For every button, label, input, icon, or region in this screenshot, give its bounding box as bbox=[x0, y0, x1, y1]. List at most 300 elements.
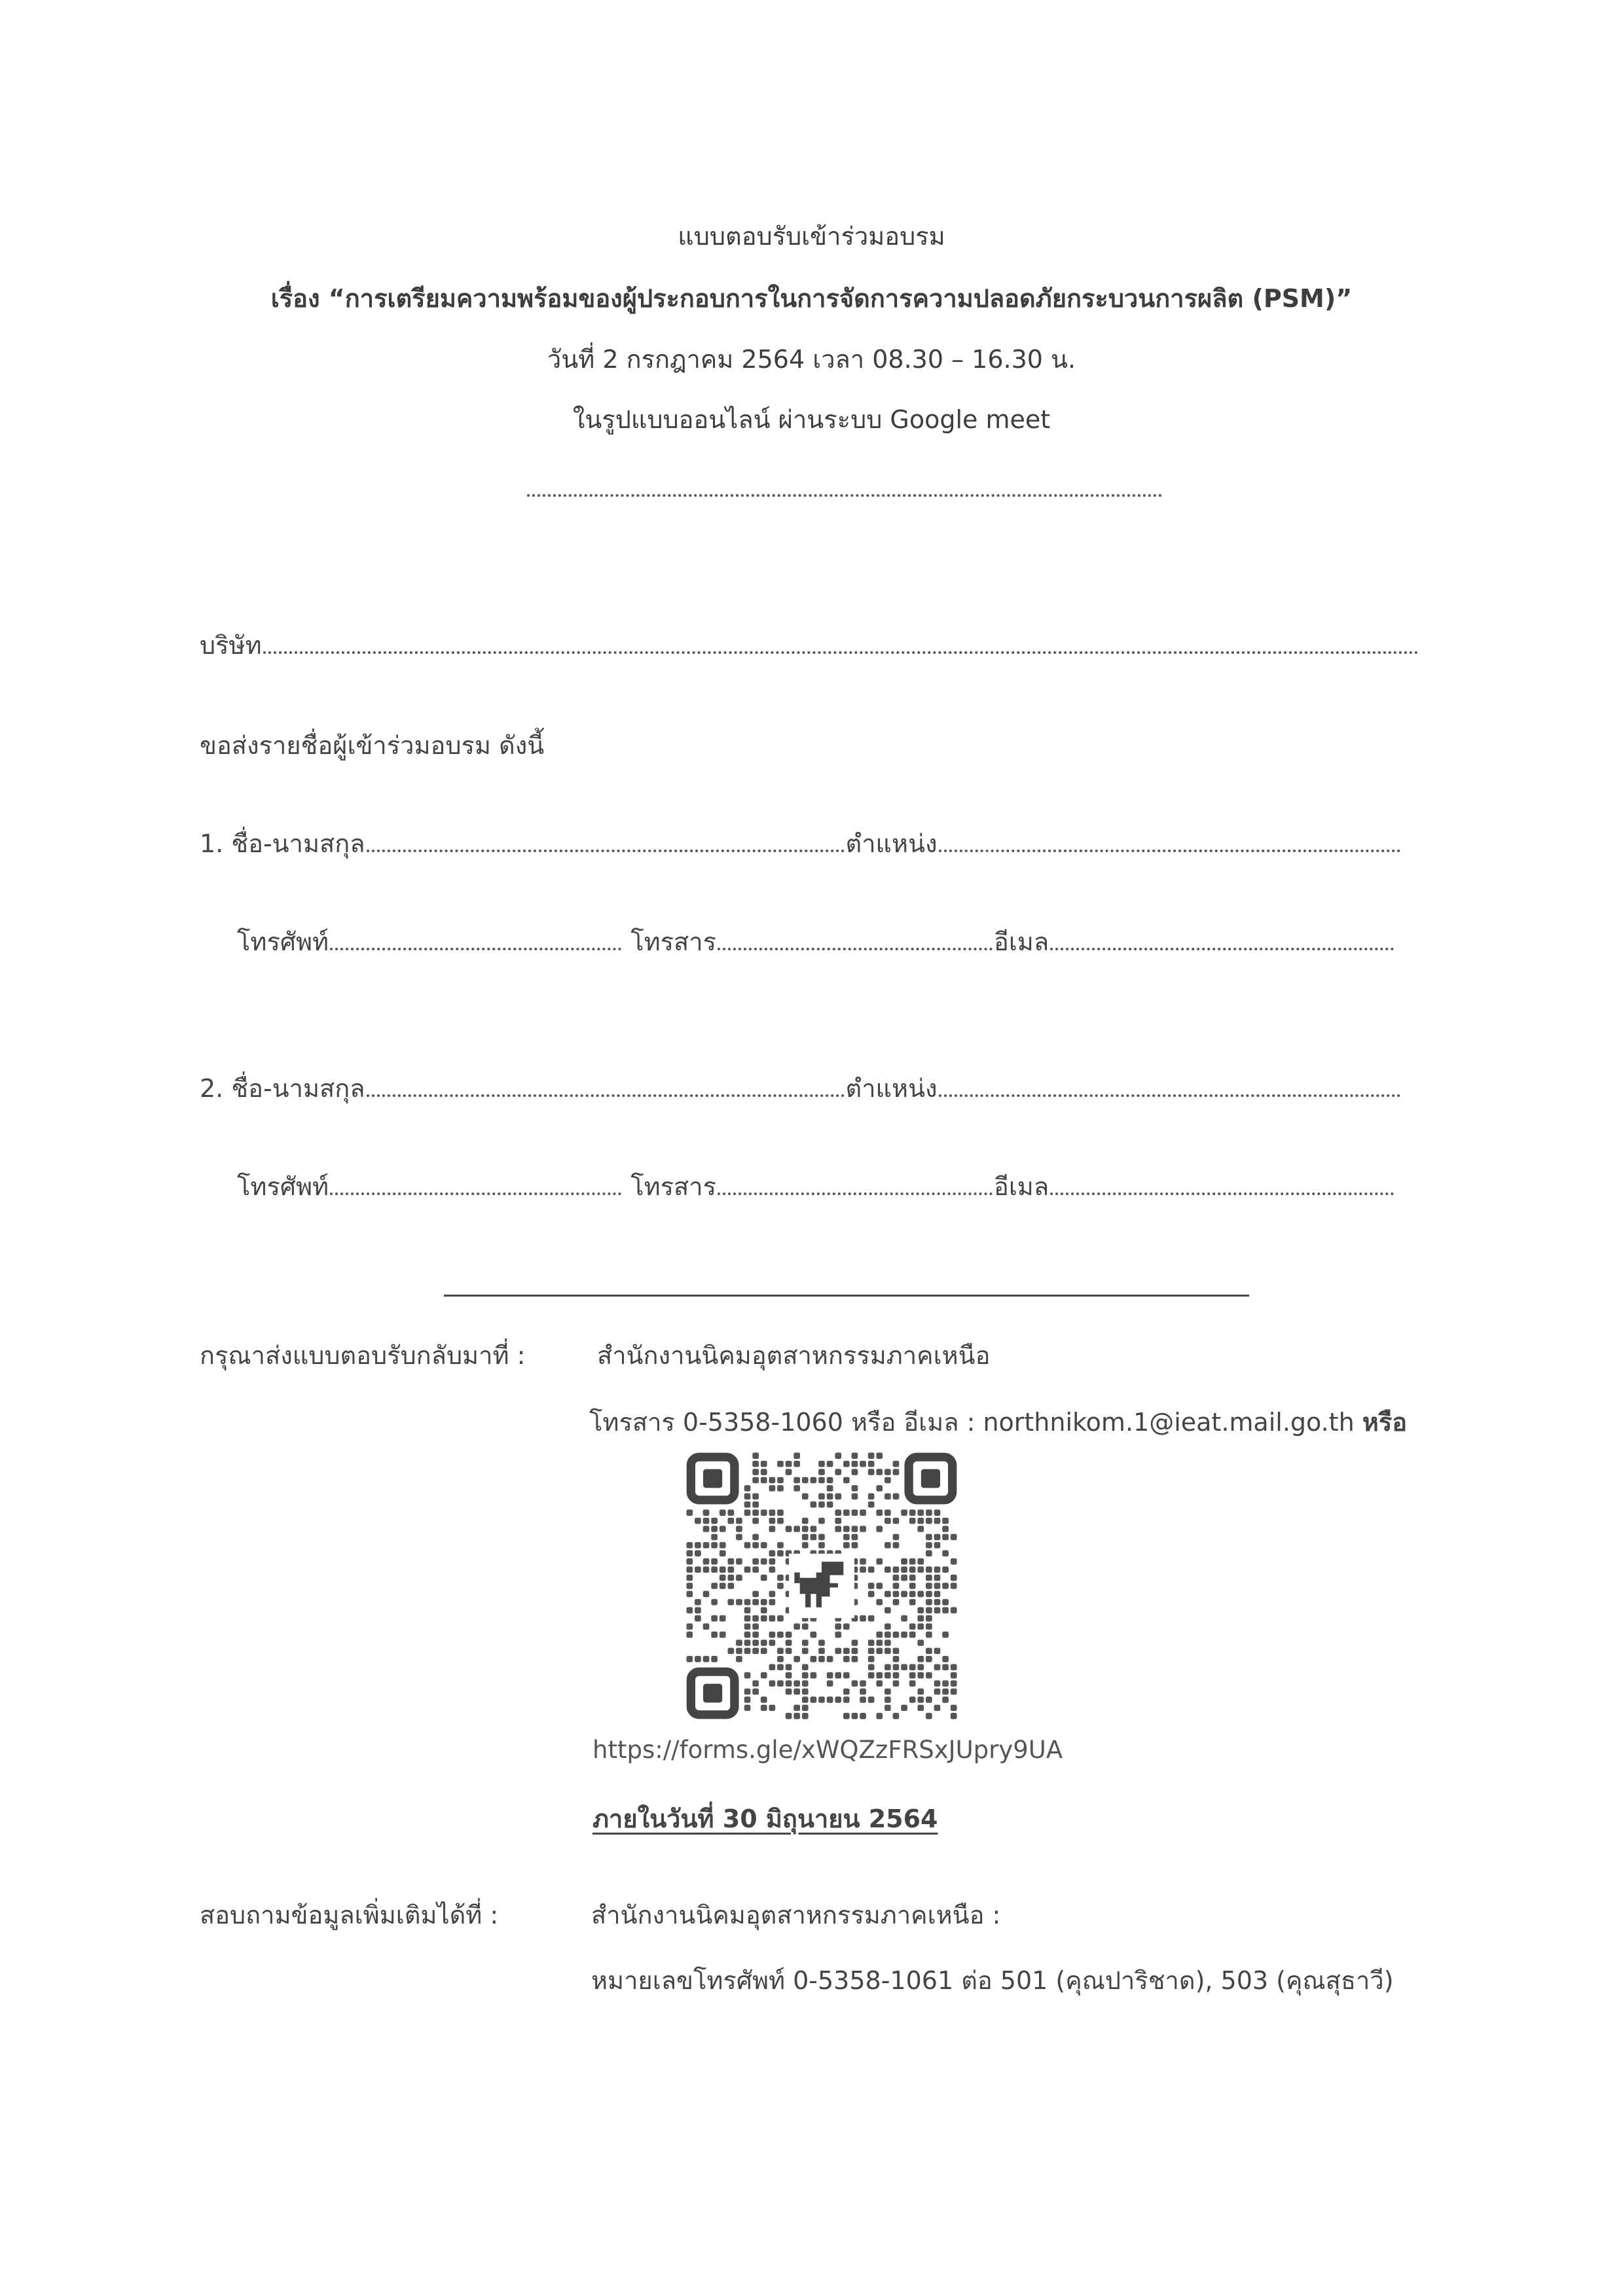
qr-module bbox=[752, 1518, 759, 1524]
qr-module bbox=[744, 1501, 751, 1508]
qr-module bbox=[786, 1664, 792, 1670]
participant-1-name-field[interactable] bbox=[367, 850, 845, 852]
qr-module bbox=[843, 1526, 850, 1532]
qr-module bbox=[769, 1566, 776, 1573]
qr-module bbox=[934, 1591, 941, 1598]
qr-module bbox=[769, 1640, 776, 1646]
participant-2-name-field[interactable] bbox=[367, 1094, 845, 1097]
qr-module bbox=[802, 1477, 809, 1484]
qr-module bbox=[793, 1477, 800, 1484]
qr-module bbox=[942, 1664, 949, 1670]
qr-module bbox=[917, 1623, 924, 1630]
qr-module bbox=[769, 1705, 776, 1712]
qr-module bbox=[942, 1689, 949, 1695]
qr-module bbox=[884, 1477, 891, 1484]
qr-module bbox=[926, 1648, 932, 1655]
qr-module bbox=[744, 1689, 751, 1695]
qr-module bbox=[835, 1518, 841, 1524]
qr-module bbox=[926, 1566, 932, 1573]
qr-module bbox=[868, 1696, 875, 1703]
qr-module bbox=[802, 1640, 809, 1646]
qr-module bbox=[835, 1452, 841, 1459]
qr-module bbox=[752, 1680, 759, 1687]
qr-module bbox=[736, 1534, 742, 1541]
qr-module bbox=[769, 1518, 776, 1524]
qr-module bbox=[818, 1696, 825, 1703]
qr-module bbox=[868, 1501, 875, 1508]
qr-module bbox=[818, 1461, 825, 1467]
company-field[interactable] bbox=[263, 651, 1419, 654]
qr-module bbox=[744, 1648, 751, 1655]
qr-module bbox=[711, 1615, 718, 1622]
qr-module bbox=[893, 1494, 900, 1500]
qr-module bbox=[942, 1518, 949, 1524]
qr-module bbox=[852, 1680, 858, 1687]
qr-module bbox=[868, 1664, 875, 1670]
participant-2-position-field[interactable] bbox=[939, 1094, 1400, 1097]
participant-2-name-label: 2. ชื่อ-นามสกุล bbox=[200, 1074, 365, 1103]
qr-module bbox=[901, 1664, 907, 1670]
qr-module bbox=[893, 1656, 900, 1662]
qr-module bbox=[761, 1599, 767, 1605]
qr-module bbox=[917, 1566, 924, 1573]
qr-module bbox=[843, 1713, 850, 1719]
qr-module bbox=[793, 1705, 800, 1712]
qr-module bbox=[942, 1583, 949, 1589]
qr-module bbox=[752, 1591, 759, 1598]
qr-module bbox=[893, 1461, 900, 1467]
qr-module bbox=[752, 1452, 759, 1459]
qr-module bbox=[752, 1632, 759, 1638]
qr-module bbox=[761, 1575, 767, 1581]
qr-module bbox=[736, 1526, 742, 1532]
qr-module bbox=[934, 1583, 941, 1589]
qr-module bbox=[711, 1542, 718, 1549]
participant-2-fax-label: โทรสาร bbox=[630, 1172, 716, 1201]
qr-module bbox=[827, 1680, 833, 1687]
qr-module bbox=[744, 1509, 751, 1516]
qr-module bbox=[786, 1672, 792, 1679]
company-label: บริษัท bbox=[200, 631, 262, 660]
qr-module bbox=[752, 1558, 759, 1565]
qr-module bbox=[852, 1461, 858, 1467]
qr-module bbox=[786, 1526, 792, 1532]
qr-module bbox=[711, 1632, 718, 1638]
qr-module bbox=[802, 1664, 809, 1670]
qr-module bbox=[695, 1542, 701, 1549]
qr-module bbox=[860, 1689, 866, 1695]
qr-module bbox=[761, 1615, 767, 1622]
qr-module bbox=[777, 1461, 784, 1467]
qr-module bbox=[843, 1656, 850, 1662]
qr-module bbox=[934, 1689, 941, 1695]
qr-module bbox=[934, 1566, 941, 1573]
qr-module bbox=[884, 1494, 891, 1500]
qr-module bbox=[876, 1632, 883, 1638]
participant-1-fax-field[interactable] bbox=[718, 948, 993, 950]
qr-module bbox=[752, 1623, 759, 1630]
qr-module bbox=[744, 1494, 751, 1500]
qr-module bbox=[926, 1599, 932, 1605]
participant-2-contact-row bbox=[237, 1166, 1395, 1206]
qr-module bbox=[852, 1526, 858, 1532]
participant-1-email-field[interactable] bbox=[1050, 948, 1394, 950]
qr-module bbox=[777, 1518, 784, 1524]
qr-module bbox=[951, 1607, 957, 1614]
qr-module bbox=[720, 1615, 726, 1622]
qr-module bbox=[802, 1672, 809, 1679]
qr-module bbox=[893, 1583, 900, 1589]
qr-module bbox=[811, 1526, 817, 1532]
qr-module bbox=[852, 1469, 858, 1475]
qr-module bbox=[720, 1632, 726, 1638]
participants-intro: ขอส่งรายชื่อผู้เข้าร่วมอบรม ดังนี้ bbox=[200, 731, 545, 760]
qr-module bbox=[852, 1640, 858, 1646]
qr-module bbox=[926, 1551, 932, 1557]
qr-module bbox=[909, 1583, 916, 1589]
qr-module bbox=[720, 1542, 726, 1549]
participant-1-fax-label: โทรสาร bbox=[630, 927, 716, 956]
inquiry-label: สอบถามข้อมูลเพิ่มเติมได้ที่ : bbox=[200, 1901, 499, 1929]
qr-module bbox=[736, 1575, 742, 1581]
qr-module bbox=[901, 1575, 907, 1581]
qr-module bbox=[752, 1469, 759, 1475]
qr-module bbox=[876, 1599, 883, 1605]
form-url-link[interactable]: https://forms.gle/xWQZzFRSxJUpry9UA bbox=[593, 1736, 1063, 1764]
qr-module bbox=[893, 1591, 900, 1598]
qr-module bbox=[843, 1534, 850, 1541]
qr-module bbox=[827, 1501, 833, 1508]
qr-module bbox=[942, 1566, 949, 1573]
qr-module bbox=[686, 1591, 693, 1598]
participant-2-name-row bbox=[200, 1068, 1402, 1108]
qr-module bbox=[835, 1494, 841, 1500]
qr-module bbox=[926, 1713, 932, 1719]
qr-module bbox=[761, 1509, 767, 1516]
qr-module bbox=[852, 1485, 858, 1492]
qr-module bbox=[793, 1461, 800, 1467]
qr-module bbox=[942, 1632, 949, 1638]
qr-module bbox=[818, 1542, 825, 1549]
qr-module bbox=[818, 1656, 825, 1662]
qr-module bbox=[761, 1461, 767, 1467]
qr-module bbox=[876, 1469, 883, 1475]
qr-module bbox=[744, 1672, 751, 1679]
qr-module bbox=[744, 1542, 751, 1549]
qr-module bbox=[811, 1477, 817, 1484]
qr-module bbox=[686, 1551, 693, 1557]
qr-module bbox=[843, 1623, 850, 1630]
qr-module bbox=[934, 1534, 941, 1541]
qr-module bbox=[720, 1551, 726, 1557]
qr-module bbox=[711, 1534, 718, 1541]
qr-module bbox=[769, 1551, 776, 1557]
qr-module bbox=[752, 1599, 759, 1605]
qr-module bbox=[926, 1542, 932, 1549]
qr-module bbox=[909, 1672, 916, 1679]
qr-module bbox=[843, 1672, 850, 1679]
qr-module bbox=[893, 1599, 900, 1605]
qr-module bbox=[802, 1534, 809, 1541]
qr-module bbox=[793, 1689, 800, 1695]
qr-module bbox=[761, 1696, 767, 1703]
qr-module bbox=[909, 1664, 916, 1670]
section-divider bbox=[444, 1295, 1249, 1297]
qr-module bbox=[744, 1599, 751, 1605]
inquiry-office: สำนักงานนิคมอุตสาหกรรมภาคเหนือ : bbox=[591, 1901, 1001, 1929]
qr-module bbox=[802, 1526, 809, 1532]
qr-module bbox=[752, 1566, 759, 1573]
participant-1-position-label: ตำแหน่ง bbox=[845, 829, 938, 858]
qr-module bbox=[852, 1534, 858, 1541]
qr-module bbox=[769, 1509, 776, 1516]
qr-module bbox=[686, 1623, 693, 1630]
qr-module bbox=[926, 1696, 932, 1703]
qr-module bbox=[703, 1542, 710, 1549]
qr-module bbox=[777, 1648, 784, 1655]
qr-module bbox=[827, 1696, 833, 1703]
qr-module bbox=[868, 1640, 875, 1646]
qr-module bbox=[868, 1615, 875, 1622]
qr-module bbox=[884, 1664, 891, 1670]
qr-module bbox=[752, 1509, 759, 1516]
qr-module bbox=[942, 1656, 949, 1662]
qr-module bbox=[884, 1509, 891, 1516]
qr-module bbox=[909, 1558, 916, 1565]
qr-module bbox=[852, 1494, 858, 1500]
qr-module bbox=[777, 1664, 784, 1670]
participant-2-email-label: อีเมล bbox=[994, 1172, 1049, 1201]
qr-module bbox=[934, 1648, 941, 1655]
qr-module bbox=[777, 1509, 784, 1516]
qr-module bbox=[786, 1648, 792, 1655]
qr-module bbox=[703, 1509, 710, 1516]
qr-module bbox=[686, 1509, 693, 1516]
qr-module bbox=[744, 1705, 751, 1712]
qr-module bbox=[769, 1591, 776, 1598]
qr-module bbox=[802, 1494, 809, 1500]
qr-module bbox=[860, 1526, 866, 1532]
event-date-time: วันที่ 2 กรกฎาคม 2564 เวลา 08.30 – 16.30 น. bbox=[547, 345, 1076, 374]
qr-module bbox=[818, 1494, 825, 1500]
qr-module bbox=[727, 1566, 734, 1573]
qr-module bbox=[934, 1518, 941, 1524]
qr-module bbox=[893, 1672, 900, 1679]
qr-module bbox=[934, 1664, 941, 1670]
participant-2-email-field[interactable] bbox=[1050, 1193, 1394, 1195]
qr-module bbox=[686, 1575, 693, 1581]
qr-module bbox=[926, 1615, 932, 1622]
qr-module bbox=[934, 1509, 941, 1516]
inquiry-phone: หมายเลขโทรศัพท์ 0-5358-1061 ต่อ 501 (คุณปาริชาด), 503 (คุณสุธาวี) bbox=[591, 1966, 1394, 1995]
qr-code-image[interactable] bbox=[685, 1452, 958, 1720]
qr-module bbox=[793, 1485, 800, 1492]
qr-module bbox=[761, 1705, 767, 1712]
qr-module bbox=[926, 1632, 932, 1638]
qr-module bbox=[686, 1656, 693, 1662]
qr-module bbox=[860, 1558, 866, 1565]
qr-module bbox=[860, 1713, 866, 1719]
qr-module bbox=[761, 1469, 767, 1475]
qr-module bbox=[802, 1705, 809, 1712]
qr-module bbox=[802, 1689, 809, 1695]
qr-module bbox=[860, 1509, 866, 1516]
qr-module bbox=[793, 1680, 800, 1687]
qr-module bbox=[934, 1607, 941, 1614]
qr-module bbox=[884, 1632, 891, 1638]
qr-module bbox=[777, 1551, 784, 1557]
qr-module bbox=[934, 1599, 941, 1605]
header-dotted-separator bbox=[527, 494, 1162, 497]
qr-module bbox=[917, 1607, 924, 1614]
qr-module bbox=[909, 1680, 916, 1687]
qr-module bbox=[802, 1623, 809, 1630]
qr-module bbox=[926, 1583, 932, 1589]
qr-module bbox=[711, 1583, 718, 1589]
qr-module bbox=[761, 1648, 767, 1655]
qr-module bbox=[926, 1607, 932, 1614]
qr-module bbox=[744, 1623, 751, 1630]
qr-module bbox=[835, 1632, 841, 1638]
qr-module bbox=[793, 1656, 800, 1662]
qr-module bbox=[951, 1558, 957, 1565]
qr-module bbox=[736, 1518, 742, 1524]
qr-module bbox=[876, 1509, 883, 1516]
qr-module bbox=[686, 1583, 693, 1589]
qr-module bbox=[835, 1696, 841, 1703]
qr-module bbox=[917, 1558, 924, 1565]
qr-module bbox=[868, 1494, 875, 1500]
qr-module bbox=[711, 1526, 718, 1532]
qr-module bbox=[786, 1689, 792, 1695]
qr-module bbox=[893, 1632, 900, 1638]
qr-module bbox=[827, 1477, 833, 1484]
qr-module bbox=[769, 1526, 776, 1532]
qr-module bbox=[769, 1477, 776, 1484]
qr-module bbox=[802, 1680, 809, 1687]
participant-1-position-field[interactable] bbox=[939, 850, 1400, 852]
qr-module bbox=[769, 1664, 776, 1670]
qr-module bbox=[793, 1713, 800, 1719]
participant-2-phone-field[interactable] bbox=[330, 1193, 621, 1195]
participant-1-phone-field[interactable] bbox=[330, 948, 621, 950]
qr-module bbox=[860, 1680, 866, 1687]
qr-module bbox=[744, 1632, 751, 1638]
qr-module bbox=[893, 1575, 900, 1581]
qr-module bbox=[901, 1509, 907, 1516]
qr-module bbox=[811, 1696, 817, 1703]
qr-module bbox=[686, 1542, 693, 1549]
qr-module bbox=[752, 1494, 759, 1500]
qr-module bbox=[942, 1551, 949, 1557]
qr-module bbox=[860, 1461, 866, 1467]
qr-module bbox=[884, 1672, 891, 1679]
qr-module bbox=[769, 1558, 776, 1565]
qr-module bbox=[852, 1509, 858, 1516]
qr-module bbox=[793, 1623, 800, 1630]
qr-module bbox=[727, 1558, 734, 1565]
qr-module bbox=[827, 1485, 833, 1492]
qr-module bbox=[752, 1648, 759, 1655]
qr-module bbox=[761, 1640, 767, 1646]
qr-module bbox=[703, 1526, 710, 1532]
qr-module bbox=[752, 1534, 759, 1541]
qr-module bbox=[901, 1705, 907, 1712]
qr-module bbox=[811, 1534, 817, 1541]
qr-module bbox=[917, 1656, 924, 1662]
qr-module bbox=[777, 1656, 784, 1662]
qr-module bbox=[802, 1713, 809, 1719]
qr-module bbox=[744, 1696, 751, 1703]
qr-module bbox=[926, 1623, 932, 1630]
qr-module bbox=[811, 1501, 817, 1508]
qr-module bbox=[711, 1656, 718, 1662]
qr-module bbox=[736, 1656, 742, 1662]
qr-module bbox=[926, 1575, 932, 1581]
qr-module bbox=[686, 1632, 693, 1638]
qr-module bbox=[951, 1534, 957, 1541]
qr-module bbox=[860, 1566, 866, 1573]
qr-module bbox=[769, 1615, 776, 1622]
qr-module bbox=[818, 1534, 825, 1541]
qr-module bbox=[761, 1477, 767, 1484]
qr-module bbox=[703, 1656, 710, 1662]
qr-module bbox=[909, 1509, 916, 1516]
qr-module bbox=[744, 1640, 751, 1646]
qr-module bbox=[777, 1583, 784, 1589]
qr-module bbox=[752, 1501, 759, 1508]
qr-module bbox=[901, 1591, 907, 1598]
qr-module bbox=[917, 1672, 924, 1679]
qr-module bbox=[917, 1518, 924, 1524]
qr-module bbox=[942, 1599, 949, 1605]
qr-module bbox=[917, 1640, 924, 1646]
qr-module bbox=[703, 1566, 710, 1573]
qr-module bbox=[818, 1469, 825, 1475]
qr-module bbox=[752, 1477, 759, 1484]
qr-module bbox=[884, 1705, 891, 1712]
qr-module bbox=[793, 1526, 800, 1532]
qr-module bbox=[951, 1680, 957, 1687]
qr-module bbox=[893, 1542, 900, 1549]
qr-module bbox=[860, 1696, 866, 1703]
qr-module bbox=[843, 1461, 850, 1467]
qr-module bbox=[926, 1656, 932, 1662]
qr-module bbox=[917, 1615, 924, 1622]
qr-module bbox=[917, 1689, 924, 1695]
qr-module bbox=[720, 1526, 726, 1532]
qr-module bbox=[727, 1575, 734, 1581]
qr-module bbox=[926, 1672, 932, 1679]
qr-module bbox=[802, 1518, 809, 1524]
qr-module bbox=[901, 1632, 907, 1638]
qr-module bbox=[802, 1542, 809, 1549]
qr-module bbox=[686, 1607, 693, 1614]
participant-1-name-row bbox=[200, 823, 1402, 863]
participant-2-fax-field[interactable] bbox=[718, 1193, 993, 1195]
qr-module bbox=[893, 1469, 900, 1475]
qr-module bbox=[736, 1599, 742, 1605]
qr-module bbox=[727, 1599, 734, 1605]
qr-module bbox=[777, 1615, 784, 1622]
qr-module bbox=[876, 1452, 883, 1459]
qr-module bbox=[827, 1656, 833, 1662]
qr-module bbox=[720, 1566, 726, 1573]
qr-module bbox=[777, 1632, 784, 1638]
qr-module bbox=[926, 1509, 932, 1516]
form-subject: เรื่อง “การเตรียมความพร้อมของผู้ประกอบการในการจัดการความปลอดภัยกระบวนการผลิต (PSM)” bbox=[270, 284, 1353, 313]
qr-module bbox=[934, 1542, 941, 1549]
